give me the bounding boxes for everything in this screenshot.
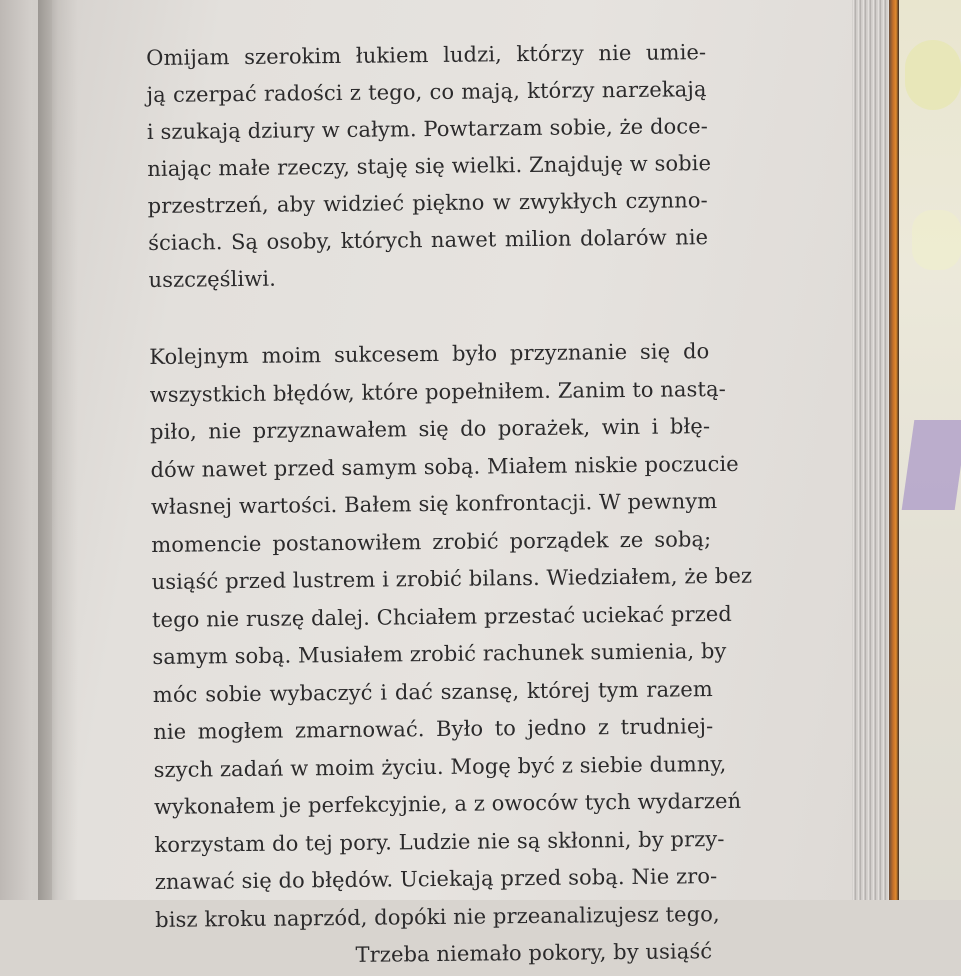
text-line-cut-off: Trzeba niemało pokory, by usiąść [355, 939, 713, 967]
text-line: wszystkich błędów, które popełniłem. Zanim to nastą- [149, 376, 726, 407]
text-line: ją czerpać radości z tego, co mają, którzy narzekają [146, 77, 707, 107]
text-line: Omijam szerokim łukiem ludzi, którzy nie umie- [146, 40, 707, 70]
text-line: dów nawet przed samym sobą. Miałem niskie poczucie [150, 451, 739, 482]
text-line: samym sobą. Musiałem zrobić rachunek sumienia, by [152, 638, 727, 669]
paragraph-gap [149, 293, 709, 339]
page-text [146, 34, 753, 976]
paragraph-1 [146, 34, 712, 299]
book-gutter-shadow [38, 0, 78, 900]
text-line: ściach. Są osoby, których nawet milion dolarów nie [148, 225, 709, 255]
text-line: szych zadań w moim życiu. Mogę być z siebie dumny, [153, 751, 727, 782]
page-stack-edges [852, 0, 892, 900]
text-line: własnej wartości. Bałem się konfrontacji. W pewnym [150, 489, 718, 519]
fabric-pattern [912, 210, 961, 270]
text-line: znawać się do błędów. Uciekają przed sobą. Nie zro- [154, 864, 718, 894]
text-line: usiąść przed lustrem i zrobić bilans. Wiedziałem, że bez [151, 563, 753, 594]
paragraph-2 [149, 333, 753, 976]
text-line: bisz kroku naprzód, dopóki nie przeanalizujesz tego, [155, 901, 720, 932]
text-line: uszczęśliwi. [148, 266, 277, 292]
text-line: przestrzeń, aby widzieć piękno w zwykłych czynno- [147, 188, 708, 218]
text-line: i szukają dziury w całym. Powtarzam sobie, że doce- [146, 114, 709, 144]
text-line: momencie postanowiłem zrobić porządek ze sobą; [151, 526, 712, 557]
text-line: Kolejnym moim sukcesem było przyznanie się do [149, 339, 710, 369]
text-line: nie mogłem zmarnować. Było to jedno z trudniej- [153, 714, 714, 744]
text-line: móc sobie wybaczyć i dać szansę, której tym razem [152, 676, 713, 707]
text-line: niając małe rzeczy, staję się wielki. Znajduję w sobie [147, 151, 712, 181]
text-line: tego nie ruszę dalej. Chciałem przestać uciekać przed [151, 601, 733, 632]
book-cover-edge [889, 0, 899, 900]
text-line: wykonałem je perfekcyjnie, a z owoców tych wydarzeń [153, 788, 742, 819]
text-line: korzystam do tej pory. Ludzie nie są skłonni, by przy- [154, 826, 725, 857]
text-line: piło, nie przyznawałem się do porażek, win i błę- [149, 414, 711, 444]
fabric-pattern [905, 40, 961, 110]
